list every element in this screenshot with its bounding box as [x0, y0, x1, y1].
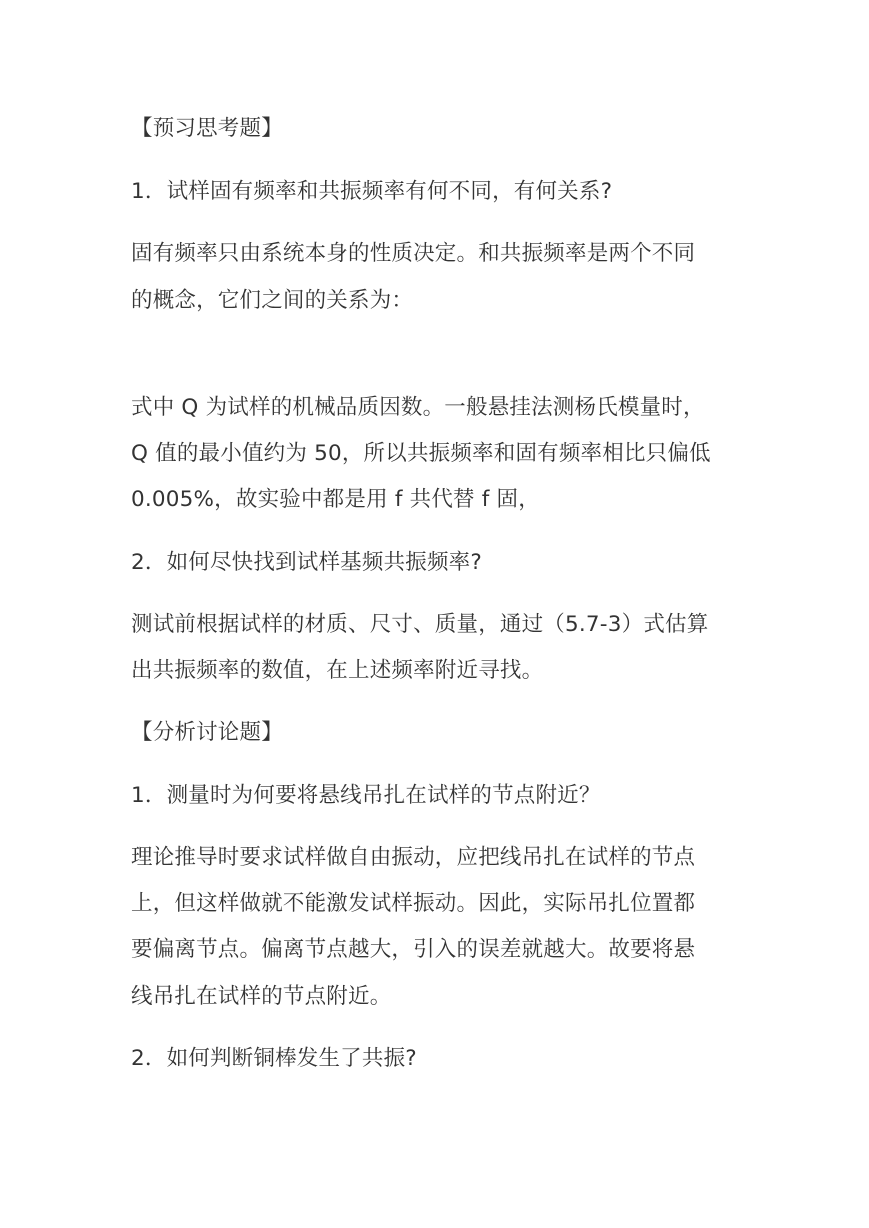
- analysis-heading: 【分析讨论题】: [131, 720, 283, 745]
- question-2: 2．如何尽快找到试样基频共振频率?: [131, 550, 482, 575]
- answer-1-line-1: 固有频率只由系统本身的性质决定。和共振频率是两个不同: [131, 241, 696, 266]
- discussion-question-2: 2．如何判断铜棒发生了共振?: [131, 1046, 417, 1071]
- answer-1-cont-line-3: 0.005%，故实验中都是用 f 共代替 f 固，: [131, 487, 540, 512]
- answer-2-line-2: 出共振频率的数值，在上述频率附近寻找。: [131, 658, 544, 683]
- discussion-answer-line-1: 理论推导时要求试样做自由振动，应把线吊扎在试样的节点: [131, 845, 696, 870]
- answer-2-line-1: 测试前根据试样的材质、尺寸、质量，通过（5.7-3）式估算: [131, 612, 709, 637]
- preview-heading: 【预习思考题】: [131, 116, 283, 141]
- answer-1-cont-line-2: Q 值的最小值约为 50，所以共振频率和固有频率相比只偏低: [131, 441, 711, 466]
- discussion-answer-line-4: 线吊扎在试样的节点附近。: [131, 984, 392, 1009]
- discussion-answer-line-3: 要偏离节点。偏离节点越大，引入的误差就越大。故要将悬: [131, 937, 696, 962]
- discussion-answer-line-2: 上，但这样做就不能激发试样振动。因此，实际吊扎位置都: [131, 891, 696, 916]
- answer-1-cont-line-1: 式中 Q 为试样的机械品质因数。一般悬挂法测杨氏模量时，: [131, 395, 705, 420]
- question-1: 1．试样固有频率和共振频率有何不同，有何关系?: [131, 179, 613, 204]
- answer-1-line-2: 的概念，它们之间的关系为：: [131, 288, 414, 313]
- discussion-question-1: 1．测量时为何要将悬线吊扎在试样的节点附近？: [131, 783, 601, 808]
